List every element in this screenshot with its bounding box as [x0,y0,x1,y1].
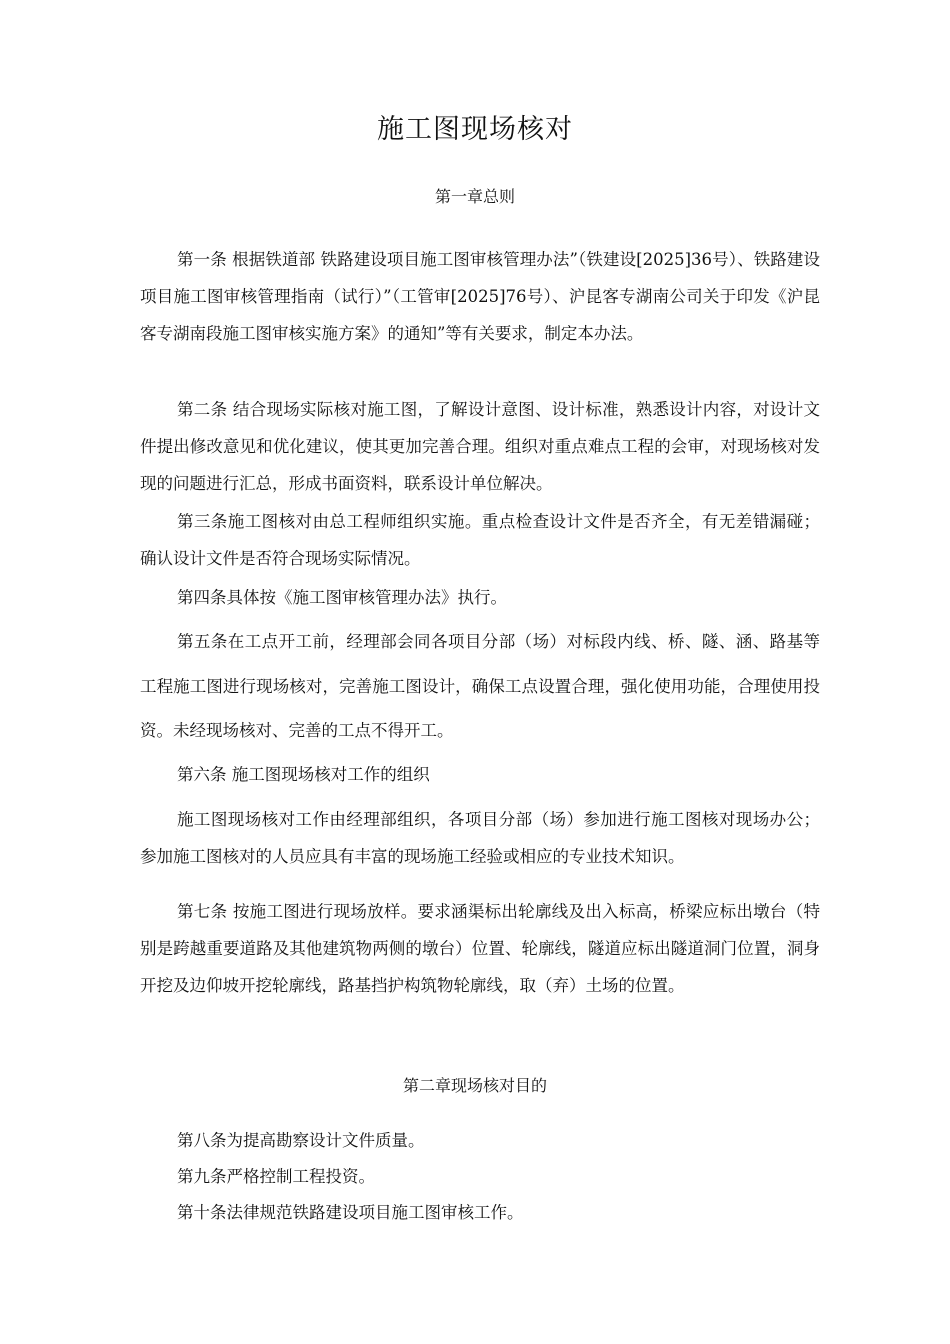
article-5: 第五条在工点开工前，经理部会同各项目分部（场）对标段内线、桥、隧、涵、路基等工程施工图进行现场核对，完善施工图设计，确保工点设置合理，强化使用功能，合理使用投资。未经现场核对、完善的工点不得开工。 [140,632,820,740]
article-6-body: 施工图现场核对工作由经理部组织，各项目分部（场）参加进行施工图核对现场办公；参加施工图核对的人员应具有丰富的现场施工经验或相应的专业技术知识。 [140,810,820,866]
chapter-heading-1: 第一章总则 [434,187,515,206]
article-9: 第九条严格控制工程投资。 [177,1167,375,1186]
article-6: 第六条 施工图现场核对工作的组织 [177,765,430,784]
article-8: 第八条为提高勘察设计文件质量。 [177,1131,425,1150]
document-title: 施工图现场核对 [377,114,573,145]
article-4: 第四条具体按《施工图审核管理办法》执行。 [177,588,507,607]
article-7: 第七条 按施工图进行现场放样。要求涵渠标出轮廓线及出入标高，桥梁应标出墩台（特别是跨越重要道路及其他建筑物两侧的墩台）位置、轮廓线，隧道应标出隧道洞门位置，洞身开挖及边仰坡开挖轮廓线，路基挡护构筑物轮廓线，取（弃）土场的位置。 [140,902,820,995]
chapter-heading-2: 第二章现场核对目的 [402,1076,547,1095]
article-1: 第一条 根据铁道部 铁路建设项目施工图审核管理办法”（铁建设[2025]36号）、铁路建设项目施工图审核管理指南（试行）”（工管审[2025]76号）、沪昆客专湖南公司关于印发《沪昆客专湖南段施工图审核实施方案》的通知”等有关要求，制定本办法。 [140,250,820,343]
article-10: 第十条法律规范铁路建设项目施工图审核工作。 [177,1203,524,1222]
article-2: 第二条 结合现场实际核对施工图，了解设计意图、设计标准，熟悉设计内容，对设计文件提出修改意见和优化建议，使其更加完善合理。组织对重点难点工程的会审，对现场核对发现的问题进行汇总，形成书面资料，联系设计单位解决。 [140,400,820,493]
article-3: 第三条施工图核对由总工程师组织实施。重点检查设计文件是否齐全，有无差错漏碰；确认设计文件是否符合现场实际情况。 [140,512,820,568]
